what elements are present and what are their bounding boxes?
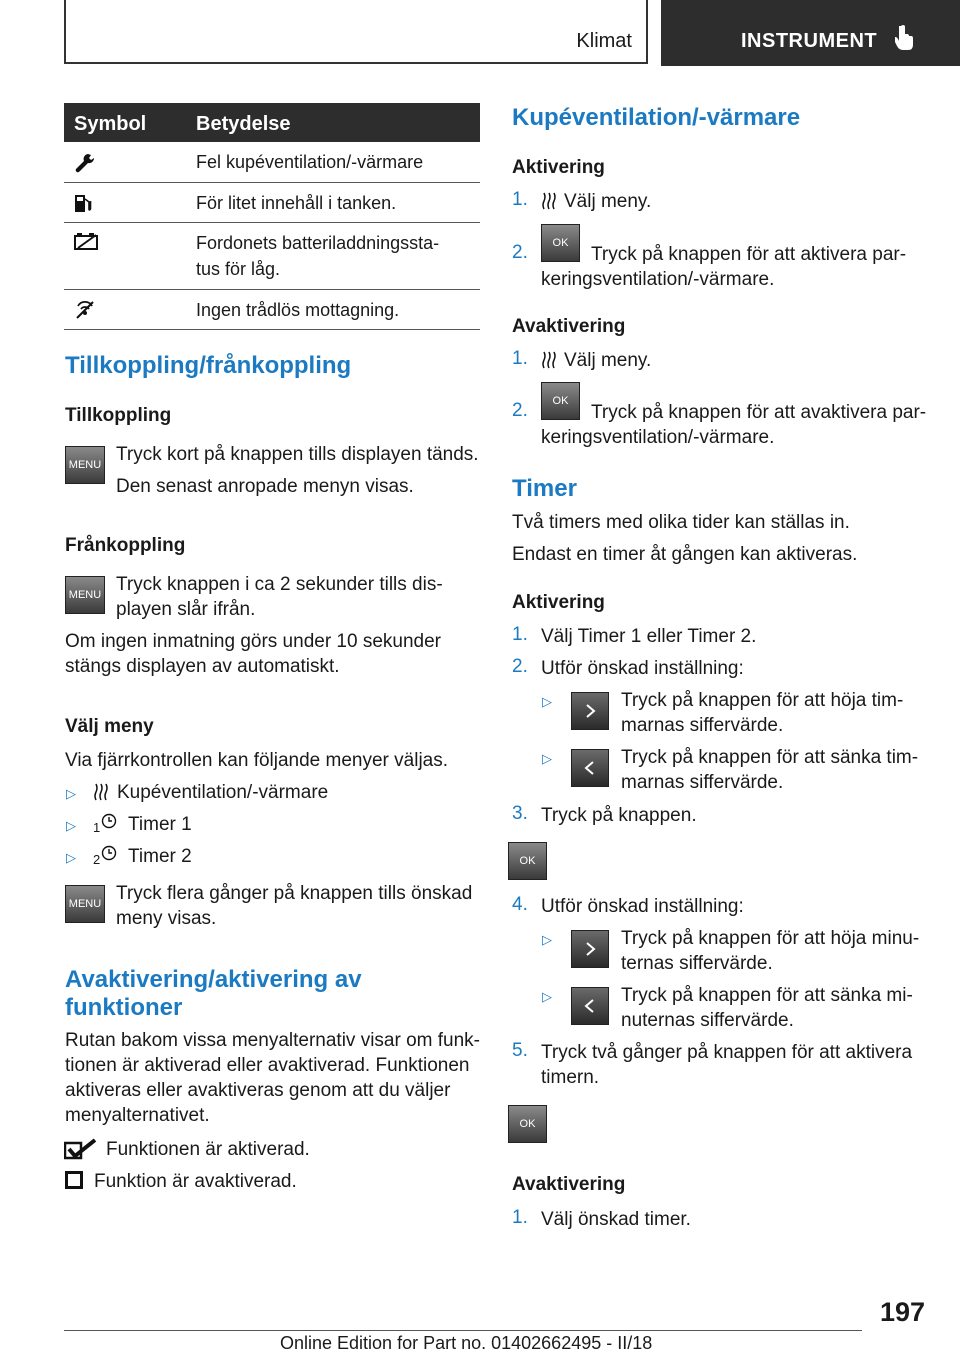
text: marnas siffervärde.: [621, 715, 784, 736]
text: marnas siffervärde.: [621, 772, 784, 793]
ventilation-icon: [542, 351, 556, 369]
battery-low-icon: [74, 233, 100, 251]
text: Tryck på knappen för att aktivera par-: [591, 244, 907, 265]
text: Endast en timer åt gången kan aktiveras.: [512, 544, 858, 565]
table-header: [64, 103, 480, 142]
text: Utför önskad inställning:: [541, 658, 744, 679]
step-number: 2.: [512, 656, 528, 677]
subheading-activation: Aktivering: [512, 157, 605, 178]
heading-ventilation: Kupéventilation/-värmare: [512, 104, 801, 131]
chevron-left-icon: [584, 760, 596, 776]
text: Tryck flera gånger på knappen tills önskad: [116, 883, 473, 904]
header-chapter-box: [64, 0, 648, 64]
step-number: 1.: [512, 1207, 528, 1228]
step-number: 3.: [512, 803, 528, 824]
text: keringsventilation/-värmare.: [541, 427, 775, 448]
row-text: Fordonets batteriladdningssta-: [196, 233, 440, 253]
menu-button: MENU: [65, 885, 105, 923]
step-number: 1.: [512, 624, 528, 645]
step-number: 4.: [512, 894, 528, 915]
no-signal-icon: [74, 300, 96, 320]
step-number: 2.: [512, 400, 528, 421]
row-text: Fel kupéventilation/-värmare: [196, 152, 424, 172]
col-symbol: Symbol: [74, 113, 147, 135]
subheading-on: Tillkoppling: [65, 405, 172, 426]
text: Via fjärrkontrollen kan följande menyer väljas.: [65, 750, 449, 771]
step-number: 2.: [512, 242, 528, 263]
header-chapter-title: Klimat: [576, 30, 632, 52]
clock-icon: [101, 845, 117, 861]
col-meaning: Betydelse: [196, 113, 291, 135]
heading-timer: Timer: [512, 475, 577, 502]
right-arrow-button: [571, 692, 609, 730]
text: playen slår ifrån.: [116, 599, 256, 620]
text: ternas siffervärde.: [621, 953, 773, 974]
left-arrow-button: [571, 987, 609, 1025]
menu-button: MENU: [65, 576, 105, 614]
step-number: 5.: [512, 1040, 528, 1061]
hand-pointer-icon: [895, 24, 915, 50]
menu-item: Timer 2: [128, 846, 192, 867]
text: keringsventilation/-värmare.: [541, 269, 775, 290]
menu-item: Kupéventilation/-värmare: [117, 782, 329, 803]
text: Funktion är avaktiverad.: [94, 1171, 297, 1192]
text: Tryck på knappen för att höja tim-: [621, 690, 904, 711]
text: Tryck kort på knappen tills displayen tänds.: [116, 444, 479, 465]
text: Om ingen inmatning görs under 10 sekunder: [65, 631, 442, 652]
subheading-timer-activation: Aktivering: [512, 592, 605, 613]
bullet: ▷: [66, 786, 76, 801]
text: aktiveras eller avaktiveras genom att du väljer: [65, 1080, 451, 1101]
text: stängs displayen av automatiskt.: [65, 656, 340, 677]
timer-index: 2: [93, 852, 101, 867]
table-row: [64, 290, 480, 330]
ok-button: OK: [541, 382, 580, 420]
fuel-pump-icon: [74, 193, 92, 213]
menu-item: Timer 1: [128, 814, 192, 835]
row-text: Ingen trådlös mottagning.: [196, 300, 400, 320]
bullet: ▷: [542, 989, 552, 1004]
table-row: [64, 183, 480, 223]
checkbox-empty-icon: [65, 1171, 83, 1189]
right-arrow-button: [571, 930, 609, 968]
chevron-left-icon: [584, 998, 596, 1014]
bullet: ▷: [66, 818, 76, 833]
heading-on-off: Tillkoppling/frånkoppling: [65, 352, 352, 379]
heading-deactivation: Avaktivering/aktivering av: [65, 966, 362, 993]
text: Rutan bakom vissa menyalternativ visar om funk-: [65, 1030, 480, 1051]
text: menyalternativet.: [65, 1105, 210, 1126]
bullet: ▷: [66, 850, 76, 865]
text: Välj Timer 1 eller Timer 2.: [541, 626, 757, 647]
ok-button: OK: [508, 842, 547, 880]
footer-divider: [64, 1330, 862, 1331]
text: Funktionen är aktiverad.: [106, 1139, 310, 1160]
subheading-timer-deactivation: Avaktivering: [512, 1174, 626, 1195]
text: tionen är aktiverad eller avaktiverad. Funktionen: [65, 1055, 470, 1076]
text: Tryck på knappen för att avaktivera par-: [591, 402, 927, 423]
page-number: 197: [880, 1297, 926, 1327]
table-row: [64, 223, 480, 290]
text: Tryck knappen i ca 2 sekunder tills dis-: [116, 574, 443, 595]
ventilation-icon: [542, 192, 556, 210]
header-section-box: [661, 0, 960, 66]
step-number: 1.: [512, 348, 528, 369]
checkmark-icon: [64, 1138, 98, 1160]
bullet: ▷: [542, 694, 552, 709]
timer-index: 1: [93, 820, 101, 835]
table-row: [64, 142, 480, 183]
step-number: 1.: [512, 189, 528, 210]
text: Tryck på knappen för att sänka mi-: [621, 985, 913, 1006]
text: Utför önskad inställning:: [541, 896, 744, 917]
header-section-title: INSTRUMENT: [741, 30, 878, 52]
clock-icon: [101, 813, 117, 829]
text: Välj meny.: [564, 350, 652, 371]
text: Tryck på knappen.: [541, 805, 697, 826]
wrench-icon: [74, 153, 94, 173]
subheading-deactivation: Avaktivering: [512, 316, 626, 337]
subheading-off: Frånkoppling: [65, 535, 186, 556]
bullet: ▷: [542, 751, 552, 766]
text: Den senast anropade menyn visas.: [116, 476, 414, 497]
menu-button: MENU: [65, 446, 105, 484]
text: Två timers med olika tider kan ställas in.: [512, 512, 850, 533]
row-text: tus för låg.: [196, 259, 281, 279]
subheading-menu: Välj meny: [65, 716, 154, 737]
ventilation-icon: [94, 783, 108, 801]
text: Välj önskad timer.: [541, 1209, 691, 1230]
ok-button: OK: [541, 224, 580, 262]
row-text: För litet innehåll i tanken.: [196, 193, 397, 213]
chevron-right-icon: [584, 941, 596, 957]
text: nuternas siffervärde.: [621, 1010, 794, 1031]
text: timern.: [541, 1067, 600, 1088]
text: Välj meny.: [564, 191, 652, 212]
chevron-right-icon: [584, 703, 596, 719]
text: Tryck på knappen för att sänka tim-: [621, 747, 919, 768]
footer-edition: Online Edition for Part no. 01402662495 - II/18: [280, 1333, 653, 1353]
heading-deactivation-2: funktioner: [65, 994, 183, 1021]
symbol-table: [64, 103, 480, 330]
ok-button: OK: [508, 1105, 547, 1143]
text: Tryck två gånger på knappen för att aktivera: [541, 1042, 913, 1063]
text: Tryck på knappen för att höja minu-: [621, 928, 920, 949]
text: meny visas.: [116, 908, 217, 929]
left-arrow-button: [571, 749, 609, 787]
bullet: ▷: [542, 932, 552, 947]
